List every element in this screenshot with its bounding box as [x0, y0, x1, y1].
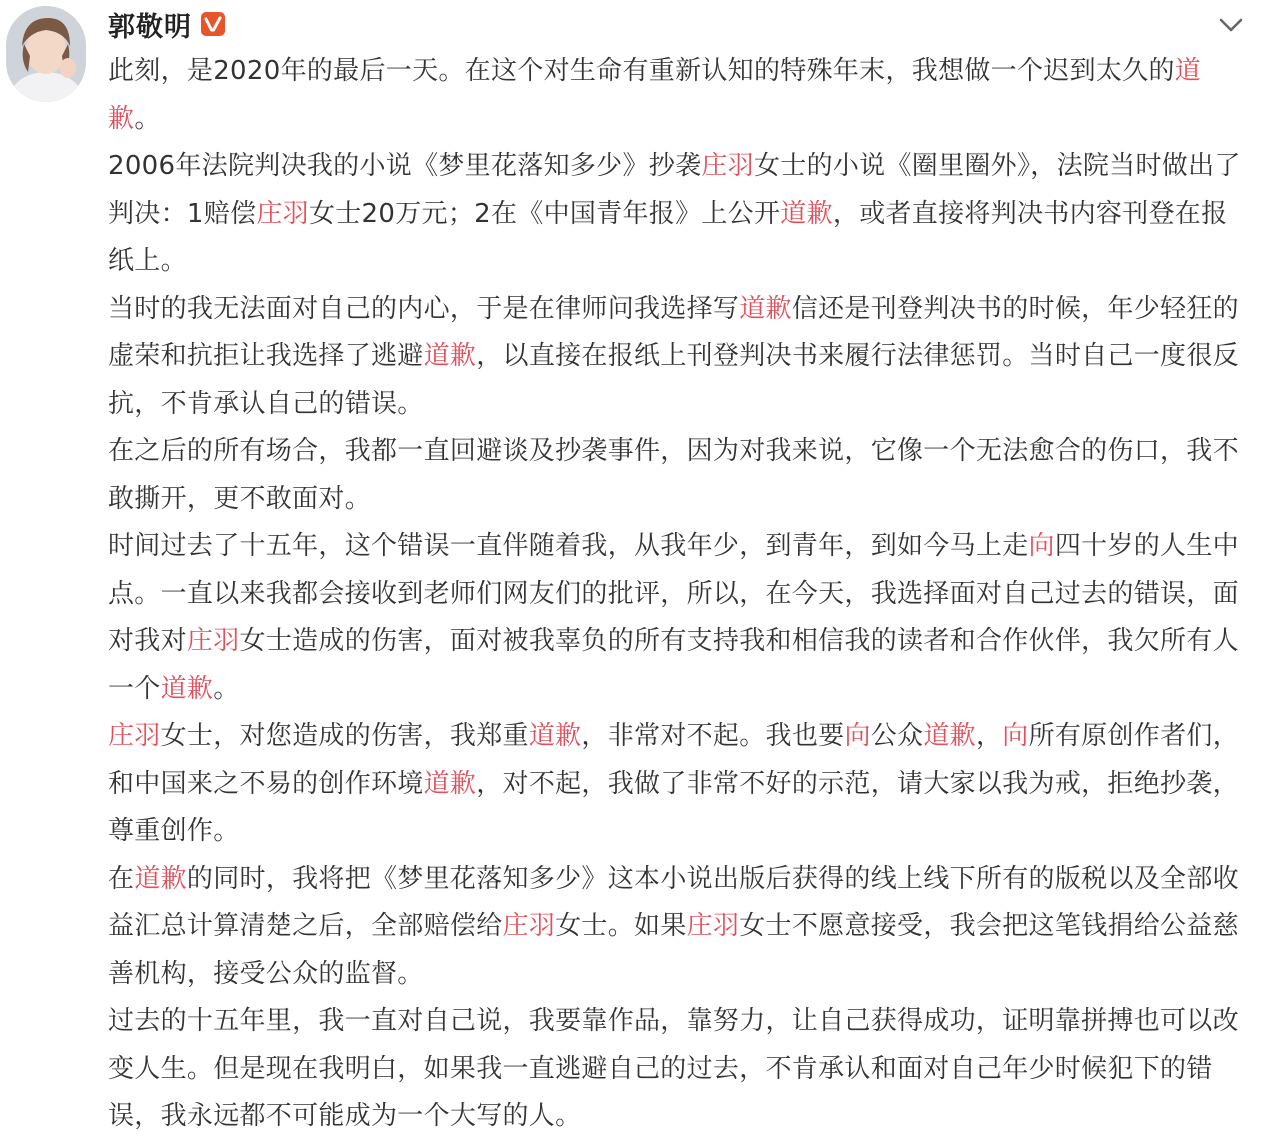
paragraph-text: ， — [975, 721, 1003, 751]
paragraph-text: 女士不愿意接受，我会把这笔钱捐给公益慈善机构，接受公众的监督。 — [108, 911, 1239, 989]
highlight-keyword-link[interactable]: 道歉 — [923, 721, 976, 751]
highlight-keyword-link[interactable]: 庄羽 — [256, 198, 309, 229]
paragraph-text: 的同时，我将把《梦里花落知多少》这本小说出版后获得的线上线下所有的版税以及全部收益汇总计算清楚之后，全部赔偿给 — [108, 863, 1239, 941]
paragraph-text: 女士，对您造成的伤害，我郑重 — [160, 721, 529, 751]
paragraph-text: 公众 — [870, 721, 924, 751]
paragraph-text: 在 — [108, 863, 135, 894]
paragraph-text: 。 — [213, 673, 240, 704]
highlight-keyword-link[interactable]: 庄羽 — [502, 911, 556, 941]
paragraph-text: 2006年法院判决我的小说《梦里花落知多少》抄袭 — [108, 151, 702, 181]
highlight-keyword-link[interactable]: 道歉 — [160, 673, 214, 704]
post-paragraph — [108, 998, 1248, 1141]
paragraph-text: 女士的小说《圈里圈外》，法院当时做出了判决：1赔偿 — [108, 151, 1241, 229]
paragraph-text: 过去的十五年里，我一直对自己说，我要靠作品，靠努力，让自己获得成功，证明靠拼搏也可以改变人生。但是现在我明白，如果我一直逃避自己的过去，不肯承认和面对自己年少时候犯下的错误，我永远都不可能成为一个大写的人。 — [108, 1006, 1239, 1131]
paragraph-text: ，对不起，我做了非常不好的示范，请大家以我为戒，拒绝抄袭，尊重创作。 — [108, 768, 1239, 846]
paragraph-text: 女士20万元；2在《中国青年报》上公开 — [308, 198, 781, 229]
highlight-keyword-link[interactable]: 庄羽 — [108, 721, 161, 751]
paragraph-text: 信还是刊登判决书的时候，年少轻狂的虚荣和抗拒让我选择了逃避 — [108, 293, 1239, 371]
post-paragraph — [108, 48, 1248, 143]
paragraph-text: ，非常对不起。我也要 — [581, 721, 845, 751]
paragraph-text: 女士。如果 — [555, 911, 687, 941]
highlight-keyword-link[interactable]: 向 — [1002, 721, 1029, 751]
highlight-keyword-link[interactable]: 庄羽 — [186, 626, 240, 656]
author-row — [108, 4, 226, 44]
post-content — [108, 48, 1248, 1141]
paragraph-text: 在之后的所有场合，我都一直回避谈及抄袭事件，因为对我来说，它像一个无法愈合的伤口，我不敢撕开，更不敢面对。 — [108, 436, 1239, 514]
post-paragraph — [108, 523, 1248, 713]
paragraph-text: 此刻，是2020年的最后一天。在这个对生命有重新认知的特殊年末，我想做一个迟到太久的 — [108, 56, 1175, 86]
paragraph-text: 所有原创作者们，和中国来之不易的创作环境 — [108, 721, 1239, 799]
highlight-keyword-link[interactable]: 庄羽 — [701, 151, 754, 181]
verified-badge-icon — [200, 11, 226, 37]
highlight-keyword-link[interactable]: 道歉 — [423, 768, 477, 799]
paragraph-text: 时间过去了十五年，这个错误一直伴随着我，从我年少，到青年，到如今马上走 — [108, 531, 1029, 561]
paragraph-text: 四十岁的人生中点。一直以来我都会接收到老师们网友们的批评，所以，在今天，我选择面对自己过去的错误，面对我对 — [108, 531, 1239, 656]
highlight-keyword-link[interactable]: 道歉 — [780, 198, 833, 229]
post-paragraph — [108, 713, 1248, 856]
author-avatar[interactable] — [6, 6, 86, 102]
highlight-keyword-link[interactable]: 道歉 — [134, 863, 187, 894]
post-paragraph — [108, 143, 1248, 286]
highlight-keyword-link[interactable]: 道歉 — [423, 341, 477, 371]
post-paragraph — [108, 856, 1248, 999]
user-avatar-icon — [6, 6, 86, 102]
paragraph-text: 女士造成的伤害，面对被我辜负的所有支持我和相信我的读者和合作伙伴，我欠所有人一个 — [108, 626, 1239, 704]
highlight-keyword-link[interactable]: 庄羽 — [686, 911, 740, 941]
chevron-down-icon[interactable] — [1216, 10, 1246, 40]
highlight-keyword-link[interactable]: 道歉 — [108, 56, 1202, 134]
post-paragraph — [108, 428, 1248, 523]
author-name[interactable]: 郭敬明 — [108, 11, 192, 43]
paragraph-text: ，或者直接将判决书内容刊登在报纸上。 — [108, 198, 1228, 276]
highlight-keyword-link[interactable]: 向 — [1028, 531, 1055, 561]
highlight-keyword-link[interactable]: 向 — [844, 721, 871, 751]
paragraph-text: ，以直接在报纸上刊登判决书来履行法律惩罚。当时自己一度很反抗，不肯承认自己的错误。 — [108, 341, 1239, 419]
highlight-keyword-link[interactable]: 道歉 — [528, 721, 582, 751]
post-paragraph — [108, 286, 1248, 429]
paragraph-text: 当时的我无法面对自己的内心，于是在律师问我选择写 — [108, 293, 740, 324]
highlight-keyword-link[interactable]: 道歉 — [739, 293, 792, 324]
paragraph-text: 。 — [134, 103, 161, 134]
